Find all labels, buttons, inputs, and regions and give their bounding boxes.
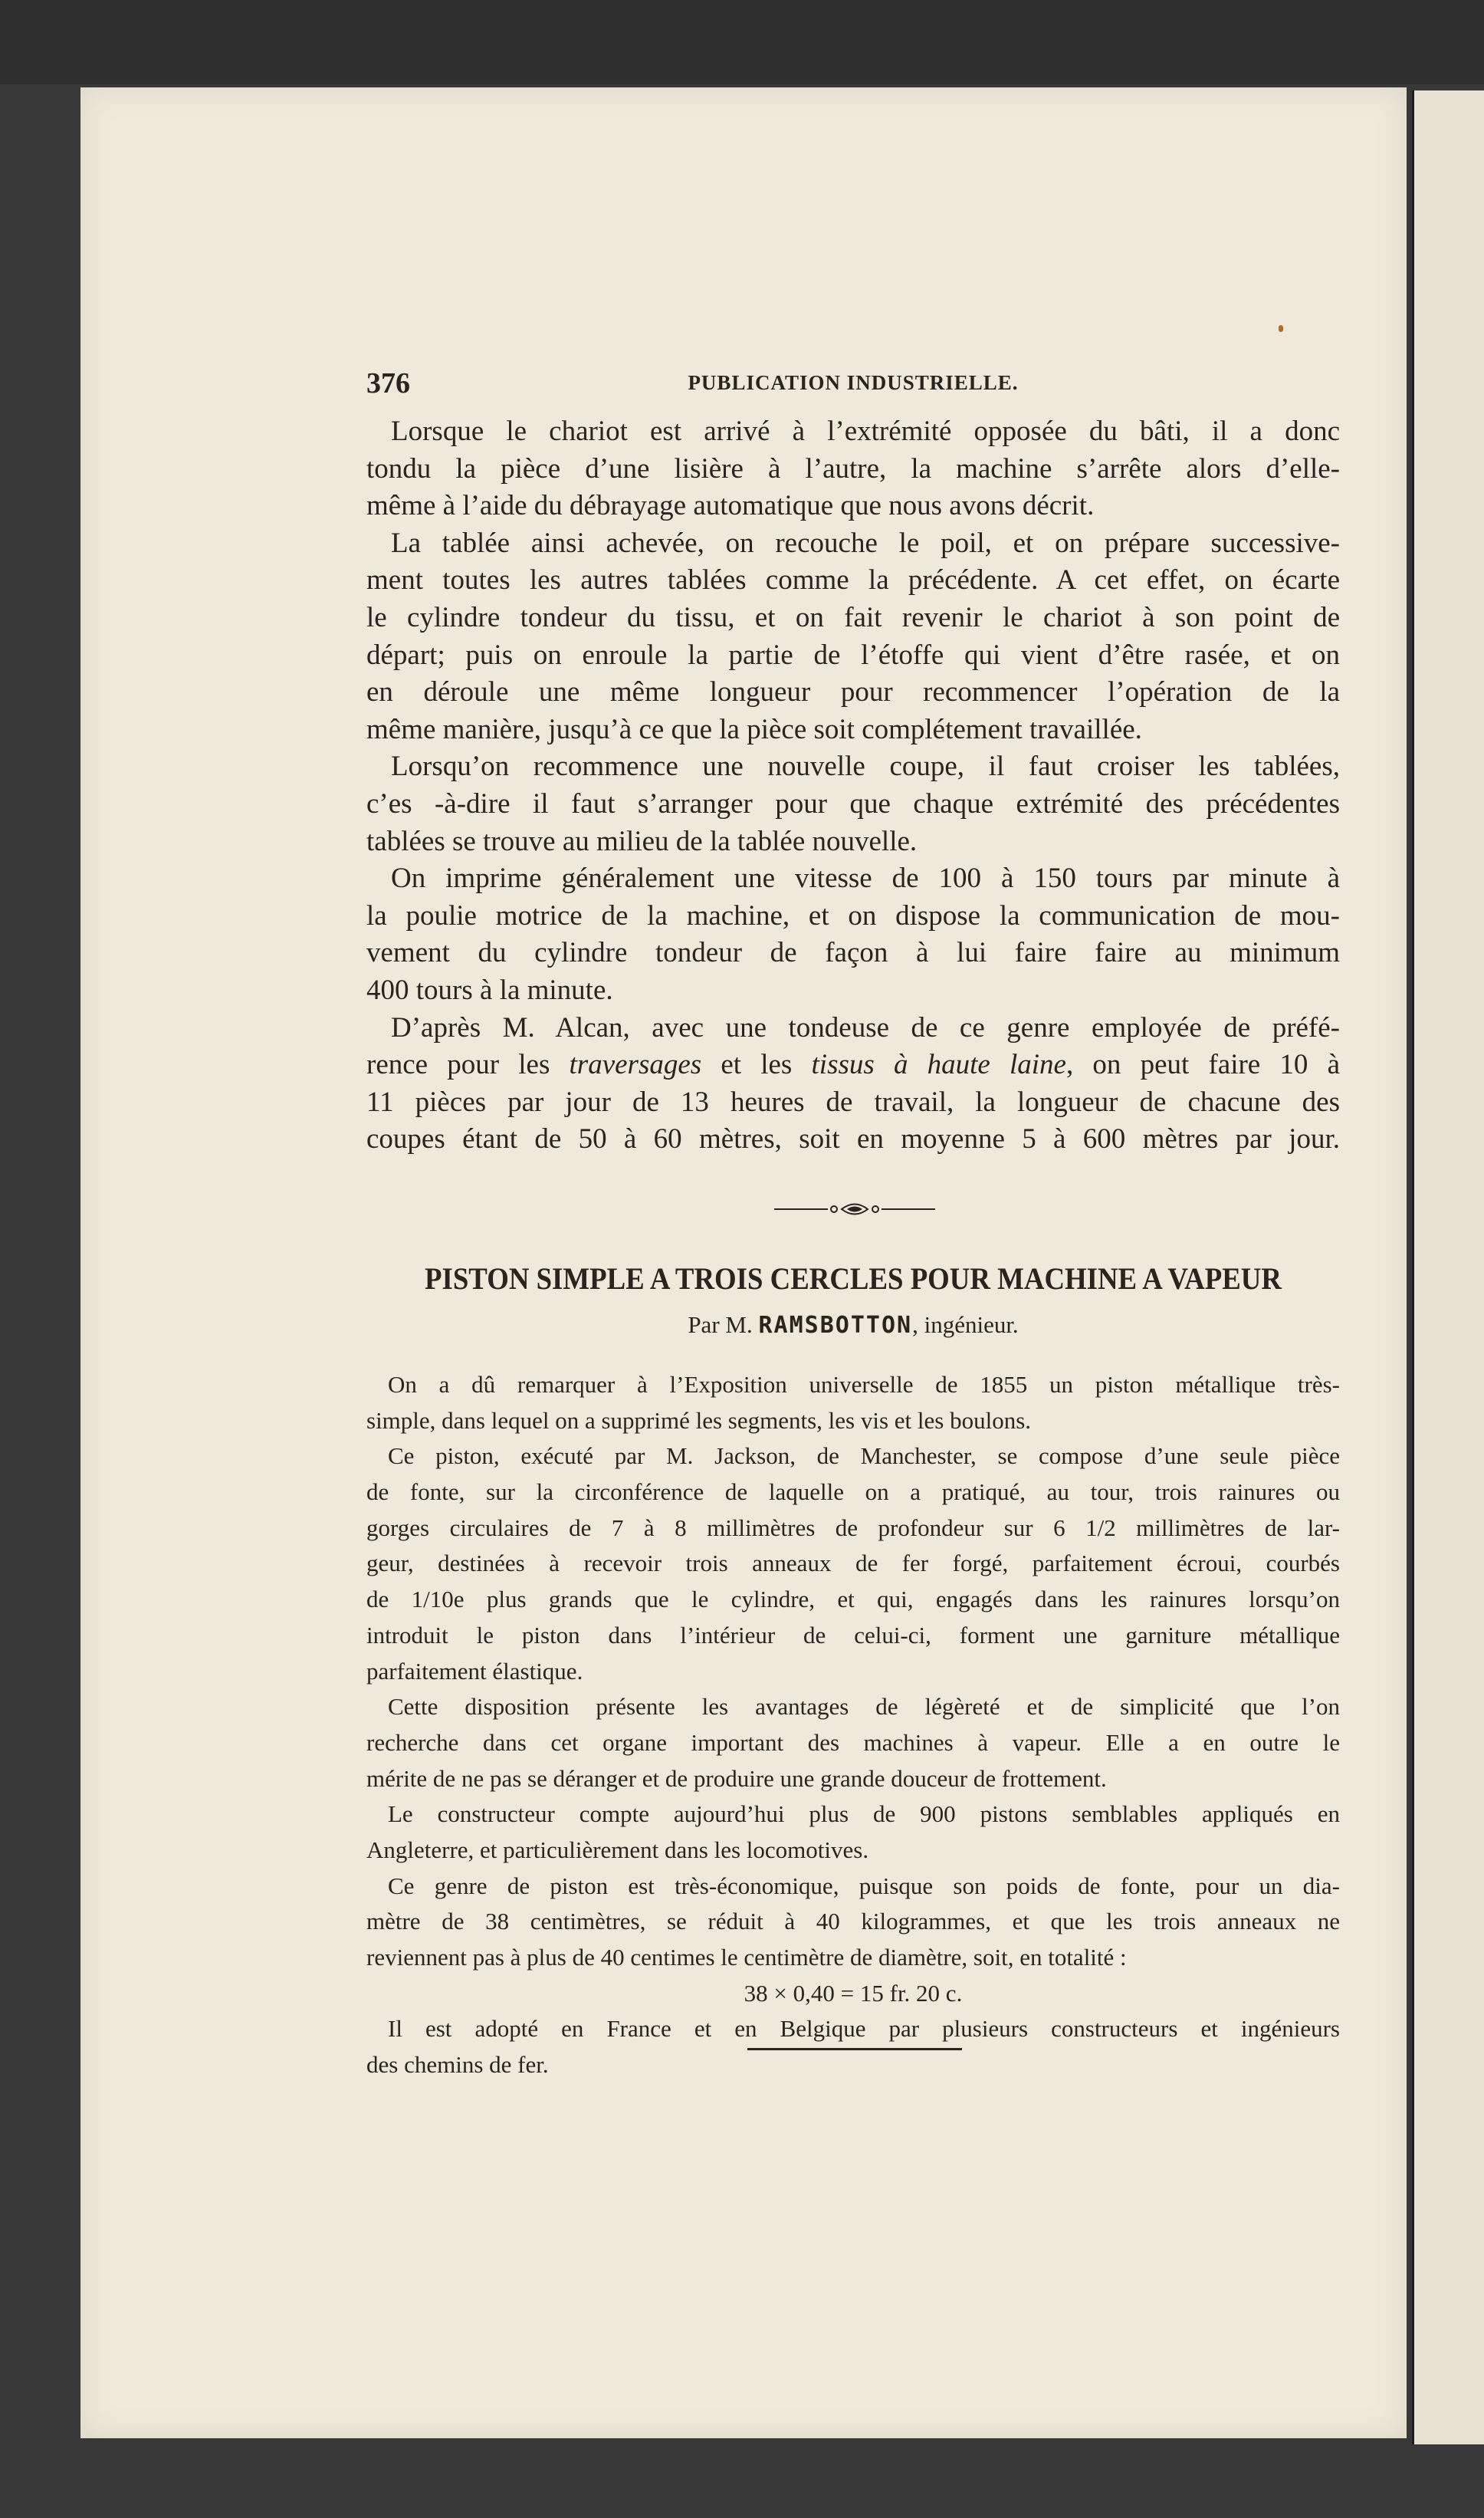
text-line: gorges circulaires de 7 à 8 millimètres de profondeur sur 6 1/2 millimètres de lar- xyxy=(366,1514,1340,1541)
page-header xyxy=(366,367,1340,400)
text-line: Lorsque le chariot est arrivé à l’extrémité opposée du bâti, il a donc xyxy=(391,416,1340,447)
text-line: Lorsqu’on recommence une nouvelle coupe, il faut croiser les tablées, xyxy=(391,751,1340,783)
text-line: coupes étant de 50 à 60 mètres, soit en moyenne 5 à 600 mètres par jour. xyxy=(366,1123,1340,1155)
text-line: le cylindre tondeur du tissu, et on fait revenir le chariot à son point de xyxy=(366,601,1340,633)
text-line: mérite de ne pas se déranger et de produire une grande douceur de frottement. xyxy=(366,1764,1107,1792)
next-page-edge xyxy=(1412,90,1484,2444)
text-line: la poulie motrice de la machine, et on dispose la communication de mou- xyxy=(366,899,1340,932)
author-name: RAMSBOTTON xyxy=(758,1312,913,1339)
text-line: introduit le piston dans l’intérieur de celui-ci, forment une garniture métallique xyxy=(366,1621,1340,1649)
text-line: c’es -à-dire il faut s’arranger pour que chaque extrémité des précédentes xyxy=(366,787,1340,820)
paragraph xyxy=(366,1796,1340,1868)
text-line: départ; puis on enroule la partie de l’étoffe qui vient d’être rasée, et on xyxy=(366,639,1340,671)
paragraph xyxy=(366,1010,1340,1159)
paragraph xyxy=(366,413,1340,525)
ornament-divider xyxy=(774,1198,935,1221)
text-line: Il est adopté en France et en Belgique par plusieurs constructeurs et ingénieurs xyxy=(388,2015,1340,2043)
text-line: La tablée ainsi achevée, on recouche le poil, et on prépare successive- xyxy=(391,527,1340,559)
text-line xyxy=(366,1047,1340,1084)
text-line: Cette disposition présente les avantages de légèreté et de simplicité que l’on xyxy=(388,1693,1340,1721)
scan-background xyxy=(0,0,1484,84)
page-number: 376 xyxy=(366,367,410,399)
italic-term: traversages xyxy=(569,1049,702,1081)
text-line: tablées se trouve au milieu de la tablée nouvelle. xyxy=(366,825,918,857)
text-line: On a dû remarquer à l’Exposition universelle de 1855 un piston métallique très- xyxy=(388,1371,1340,1398)
paragraph xyxy=(366,1438,1340,1689)
paragraph xyxy=(366,860,1340,1009)
text-line: geur, destinées à recevoir trois anneaux de fer forgé, parfaitement écroui, courbés xyxy=(366,1550,1340,1577)
upper-text xyxy=(366,413,1340,1159)
ink-spot xyxy=(1279,325,1283,332)
text-line: même à l’aide du débrayage automatique que nous avons décrit. xyxy=(366,490,1095,522)
text-line: Angleterre, et particulièrement dans les locomotives. xyxy=(366,1836,869,1863)
paragraph xyxy=(366,1689,1340,1796)
paragraph xyxy=(366,525,1340,749)
text-line: tondu la pièce d’une lisière à l’autre, la machine s’arrête alors d’elle- xyxy=(366,452,1340,485)
text-line: reviennent pas à plus de 40 centimes le centimètre de diamètre, soit, en totalité : xyxy=(366,1944,1127,1971)
text-line: 11 pièces par jour de 13 heures de travail, la longueur de chacune des xyxy=(366,1086,1340,1118)
text-line: Ce piston, exécuté par M. Jackson, de Manchester, se compose d’une seule pièce xyxy=(388,1442,1340,1470)
end-rule xyxy=(747,2048,962,2050)
article-body xyxy=(366,1367,1340,2083)
text-line: 400 tours à la minute. xyxy=(366,974,613,1006)
text-line: Le constructeur compte aujourd’hui plus de 900 pistons semblables appliqués en xyxy=(388,1800,1340,1828)
text-line: de fonte, sur la circonférence de laquelle on a pratiqué, au tour, trois rainures ou xyxy=(366,1478,1340,1506)
text-segment: rence pour les xyxy=(366,1049,570,1081)
article-byline xyxy=(366,1311,1340,1339)
text-line: D’après M. Alcan, avec une tondeuse de ce genre employée de préfé- xyxy=(391,1011,1340,1044)
text-line: mètre de 38 centimètres, se réduit à 40 kilogrammes, et que les trois anneaux ne xyxy=(366,1908,1340,1935)
text-line: ment toutes les autres tablées comme la précédente. A cet effet, on écarte xyxy=(366,564,1340,597)
text-line: On imprime généralement une vitesse de 100 à 150 tours par minute à xyxy=(391,863,1340,895)
italic-term: tissus à haute laine xyxy=(811,1049,1066,1081)
byline-suffix: , ingénieur. xyxy=(912,1311,1019,1338)
text-line: des chemins de fer. xyxy=(366,2051,549,2079)
paragraph xyxy=(366,1367,1340,1438)
text-line: Ce genre de piston est très-économique, puisque son poids de fonte, pour un dia- xyxy=(388,1872,1340,1899)
text-line: recherche dans cet organe important des machines à vapeur. Elle a en outre le xyxy=(366,1728,1340,1756)
paragraph xyxy=(366,748,1340,860)
text-line: même manière, jusqu’à ce que la pièce soit complétement travaillée. xyxy=(366,713,1142,745)
text-line: parfaitement élastique. xyxy=(366,1657,583,1685)
text-line: vement du cylindre tondeur de façon à lui faire faire au minimum xyxy=(366,937,1340,969)
text-line: simple, dans lequel on a supprimé les segments, les vis et les boulons. xyxy=(366,1406,1032,1434)
article-title: PISTON SIMPLE A TROIS CERCLES POUR MACHINE A VAPEUR xyxy=(425,1261,1282,1296)
text-segment: , on peut faire 10 à xyxy=(1065,1049,1340,1081)
running-title: PUBLICATION INDUSTRIELLE. xyxy=(688,371,1019,394)
equation: 38 × 0,40 = 15 fr. 20 c. xyxy=(744,1979,963,2007)
byline-prefix: Par M. xyxy=(688,1311,759,1338)
paragraph xyxy=(366,1869,1340,1976)
text-line: en déroule une même longueur pour recommencer l’opération de la xyxy=(366,676,1340,708)
text-segment: et les xyxy=(701,1049,812,1081)
text-line: de 1/10e plus grands que le cylindre, et qui, engagés dans les rainures lorsqu’on xyxy=(366,1586,1340,1613)
